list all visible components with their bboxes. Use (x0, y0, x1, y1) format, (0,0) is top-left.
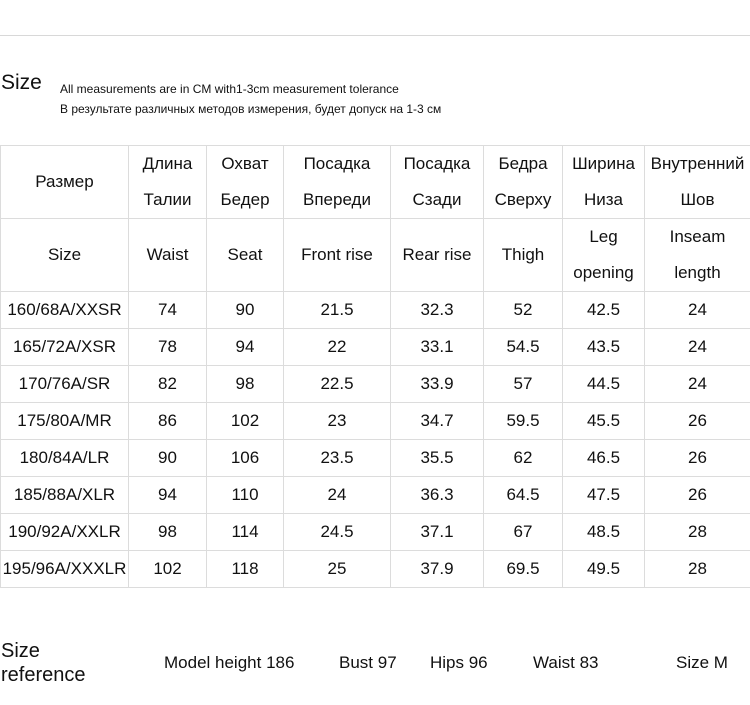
size-code-cell: 175/80A/MR (1, 403, 129, 440)
header-cell-line: Size (47, 245, 82, 264)
measurement-cell: 23 (284, 403, 391, 440)
measurement-cell: 106 (207, 440, 284, 477)
header-cell-line: Thigh (501, 245, 545, 264)
measurement-cell: 48.5 (563, 514, 645, 551)
measurement-cell: 24.5 (284, 514, 391, 551)
measurement-cell: 94 (207, 329, 284, 366)
size-code-cell: 160/68A/XXSR (1, 292, 129, 329)
measurement-cell: 118 (207, 551, 284, 588)
top-divider (0, 35, 750, 36)
measurement-notes (60, 79, 441, 119)
size-code-cell: 185/88A/XLR (1, 477, 129, 514)
model-waist: Waist 83 (533, 653, 599, 672)
header-cell-line: Ширина (572, 154, 635, 173)
measurement-cell: 114 (207, 514, 284, 551)
header-cell-line: Охват (221, 154, 269, 173)
table-row (1, 551, 750, 588)
table-row (1, 514, 750, 551)
model-size: Size M (676, 653, 728, 672)
measurement-cell: 94 (129, 477, 207, 514)
model-height: Model height 186 (164, 653, 295, 672)
measurement-cell: 26 (645, 477, 750, 514)
size-code-cell: 170/76A/SR (1, 366, 129, 403)
measurement-cell: 22 (284, 329, 391, 366)
measurement-cell: 45.5 (563, 403, 645, 440)
measurement-cell: 49.5 (563, 551, 645, 588)
measurement-cell: 33.1 (391, 329, 484, 366)
table-row (1, 477, 750, 514)
measurement-cell: 24 (645, 366, 750, 403)
header-cell (484, 219, 563, 292)
header-cell-line: Внутренний (650, 154, 745, 173)
header-cell (284, 146, 391, 219)
header-cell-line: Rear rise (402, 245, 472, 264)
size-chart-table (0, 145, 750, 588)
measurement-cell: 44.5 (563, 366, 645, 403)
header-cell (129, 146, 207, 219)
header-cell-line: Шов (680, 190, 715, 209)
measurement-cell: 42.5 (563, 292, 645, 329)
header-cell-line: Низа (583, 190, 624, 209)
measurement-cell: 54.5 (484, 329, 563, 366)
header-cell (391, 219, 484, 292)
note-russian: В результате различных методов измерения, будет допуск на 1-3 см (60, 102, 442, 116)
header-row-russian (1, 146, 750, 219)
header-cell (484, 146, 563, 219)
size-reference-label (1, 639, 86, 687)
table-row (1, 403, 750, 440)
measurement-cell: 82 (129, 366, 207, 403)
measurement-cell: 28 (645, 551, 750, 588)
size-code-cell: 165/72A/XSR (1, 329, 129, 366)
table-row (1, 440, 750, 477)
table-row (1, 292, 750, 329)
header-cell (207, 219, 284, 292)
measurement-cell: 98 (207, 366, 284, 403)
header-cell-line: Впереди (303, 190, 371, 209)
size-section-title: Size (1, 71, 42, 94)
header-cell-line: Талии (143, 190, 192, 209)
measurement-cell: 21.5 (284, 292, 391, 329)
header-cell (129, 219, 207, 292)
measurement-cell: 52 (484, 292, 563, 329)
header-cell-line: Посадка (403, 154, 471, 173)
header-cell (391, 146, 484, 219)
header-cell-line: Бедра (498, 154, 548, 173)
measurement-cell: 98 (129, 514, 207, 551)
measurement-cell: 34.7 (391, 403, 484, 440)
header-cell-line: Inseam (669, 227, 726, 246)
measurement-cell: 47.5 (563, 477, 645, 514)
size-code-cell: 195/96A/XXXLR (1, 551, 129, 588)
measurement-cell: 64.5 (484, 477, 563, 514)
measurement-cell: 46.5 (563, 440, 645, 477)
measurement-cell: 28 (645, 514, 750, 551)
header-cell-line: Сзади (412, 190, 462, 209)
size-reference-label-line1: Size (1, 640, 40, 662)
header-cell (207, 146, 284, 219)
header-cell-line: opening (573, 263, 634, 282)
header-cell-line: Leg (589, 227, 618, 246)
measurement-cell: 90 (129, 440, 207, 477)
header-cell-line: Waist (146, 245, 189, 264)
measurement-cell: 43.5 (563, 329, 645, 366)
measurement-cell: 35.5 (391, 440, 484, 477)
header-cell-line: Seat (227, 245, 263, 264)
measurement-cell: 102 (129, 551, 207, 588)
header-row-english (1, 219, 750, 292)
measurement-cell: 33.9 (391, 366, 484, 403)
measurement-cell: 32.3 (391, 292, 484, 329)
measurement-cell: 78 (129, 329, 207, 366)
header-cell (563, 219, 645, 292)
measurement-cell: 24 (645, 292, 750, 329)
size-code-cell: 180/84A/LR (1, 440, 129, 477)
header-cell-line: length (674, 263, 721, 282)
header-cell-line: Front rise (301, 245, 373, 264)
measurement-cell: 22.5 (284, 366, 391, 403)
header-cell-line: Посадка (303, 154, 371, 173)
measurement-cell: 25 (284, 551, 391, 588)
measurement-cell: 37.1 (391, 514, 484, 551)
size-reference-label-line2: reference (1, 664, 86, 686)
measurement-cell: 37.9 (391, 551, 484, 588)
model-hips: Hips 96 (430, 653, 488, 672)
measurement-cell: 36.3 (391, 477, 484, 514)
model-bust: Bust 97 (339, 653, 397, 672)
header-cell (284, 219, 391, 292)
header-cell (645, 146, 750, 219)
header-cell-line: Бедер (220, 190, 270, 209)
header-cell-line: Длина (142, 154, 193, 173)
measurement-cell: 24 (645, 329, 750, 366)
measurement-cell: 62 (484, 440, 563, 477)
measurement-cell: 26 (645, 403, 750, 440)
measurement-cell: 23.5 (284, 440, 391, 477)
measurement-cell: 24 (284, 477, 391, 514)
header-cell-line: Сверху (494, 190, 552, 209)
table-row (1, 366, 750, 403)
header-cell (645, 219, 750, 292)
note-english: All measurements are in CM with1-3cm measurement tolerance (60, 82, 399, 96)
measurement-cell: 110 (207, 477, 284, 514)
measurement-cell: 57 (484, 366, 563, 403)
table-row (1, 329, 750, 366)
header-cell-line: Размер (35, 172, 94, 191)
measurement-cell: 59.5 (484, 403, 563, 440)
size-code-cell: 190/92A/XXLR (1, 514, 129, 551)
measurement-cell: 26 (645, 440, 750, 477)
measurement-cell: 90 (207, 292, 284, 329)
header-cell (1, 146, 129, 219)
measurement-cell: 67 (484, 514, 563, 551)
measurement-cell: 102 (207, 403, 284, 440)
header-cell (1, 219, 129, 292)
measurement-cell: 74 (129, 292, 207, 329)
header-cell (563, 146, 645, 219)
measurement-cell: 86 (129, 403, 207, 440)
measurement-cell: 69.5 (484, 551, 563, 588)
